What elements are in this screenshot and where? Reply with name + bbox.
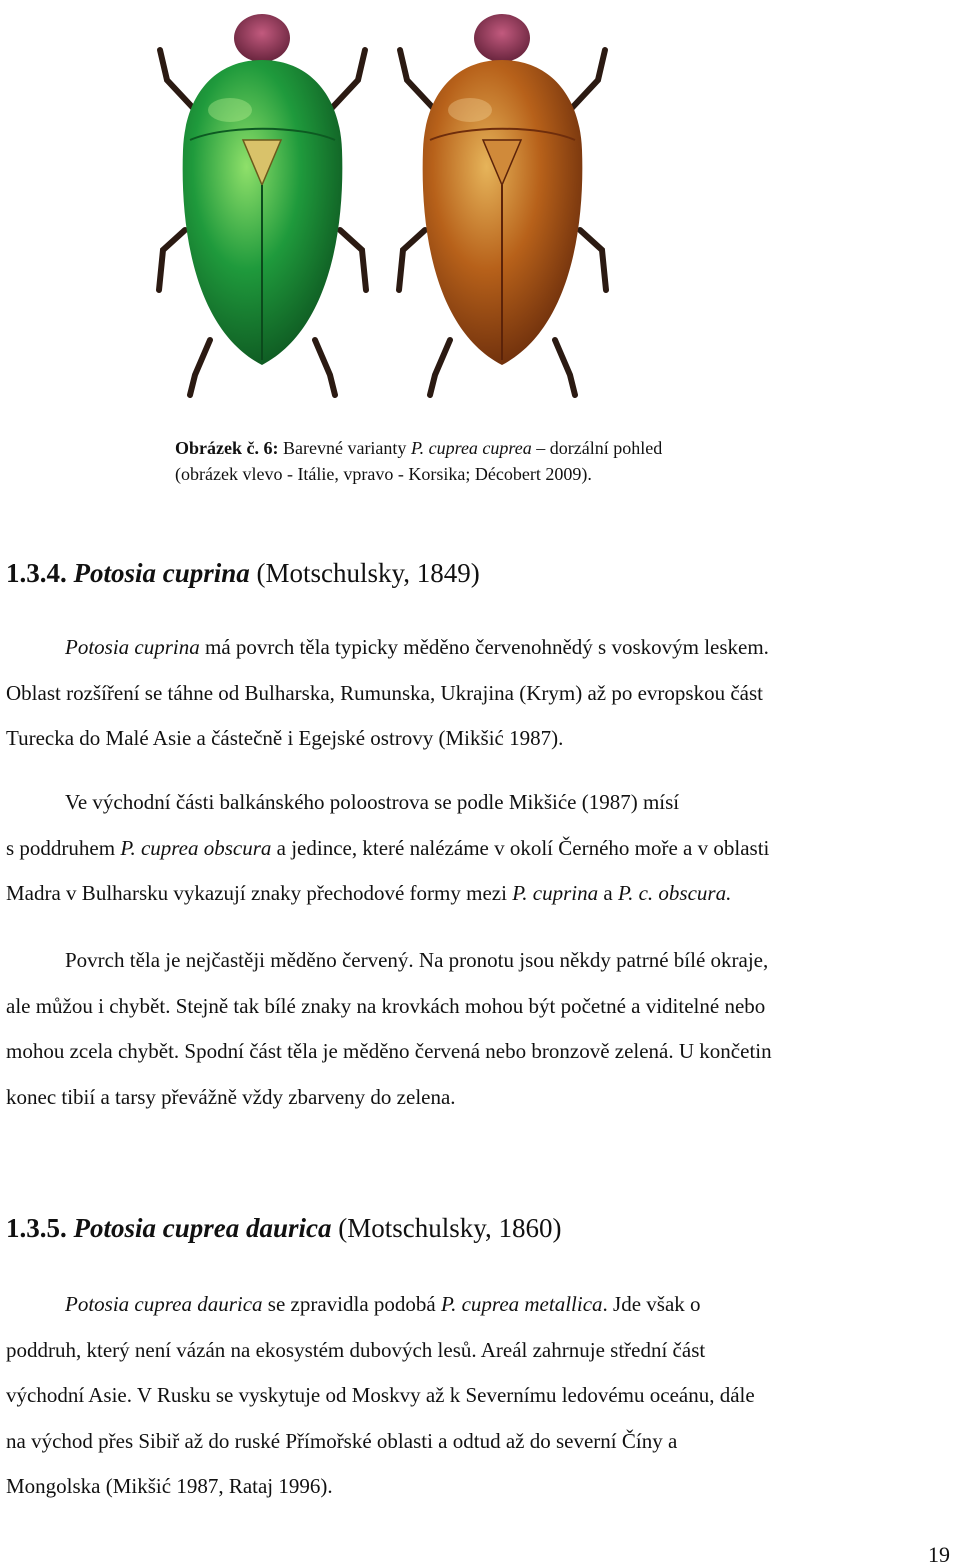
taxon-name: P. cuprina: [512, 881, 599, 905]
section-heading-1-3-4: [6, 558, 480, 589]
paragraph-daurica: [6, 1282, 954, 1510]
page-number: 19: [928, 1542, 950, 1567]
text-line: mohou zcela chybět. Spodní část těla je měděno červená nebo bronzově zelená. U končetin: [6, 1039, 772, 1063]
beetle-copper-image: [395, 0, 610, 400]
section-number: 1.3.5.: [6, 1213, 67, 1243]
caption-text: Barevné varianty: [278, 438, 411, 458]
section-heading-1-3-5: [6, 1213, 562, 1244]
text-run: Madra v Bulharsku vykazují znaky přechodové formy mezi: [6, 881, 513, 905]
text-line: Povrch těla je nejčastěji měděno červený. Na pronotu jsou někdy patrné bílé okraje,: [65, 948, 769, 972]
text-run: a jedince, které nalézáme v okolí Černého moře a v oblasti: [271, 835, 770, 860]
text-line: [6, 1282, 954, 1328]
text-run: a: [598, 881, 618, 905]
text-line: [6, 871, 954, 917]
text-line: ale můžou i chybět. Stejně tak bílé znaky na krovkách mohou být početné a viditelné nebo: [6, 993, 766, 1018]
text-line: konec tibií a tarsy převážně vždy zbarveny do zelena.: [6, 1084, 456, 1109]
text-run: má povrch těla typicky měděno červenohnědý s voskovým leskem.: [199, 635, 769, 659]
section-authority: (Motschulsky, 1860): [331, 1213, 562, 1243]
section-authority: (Motschulsky, 1849): [249, 558, 480, 588]
text-line: Oblast rozšíření se táhne od Bulharska, Rumunska, Ukrajina (Krym) až po evropskou část: [6, 680, 763, 705]
text-line: poddruh, který není vázán na ekosystém dubových lesů. Areál zahrnuje střední část: [6, 1337, 706, 1362]
beetle-figure: [150, 0, 620, 420]
caption-line-1: [175, 435, 825, 461]
taxon-name: Potosia cuprina: [65, 635, 200, 659]
section-taxon: Potosia cuprina: [73, 558, 250, 588]
caption-label: Obrázek č. 6:: [175, 438, 279, 458]
caption-taxon: P. cuprea cuprea: [410, 438, 532, 458]
text-line: Ve východní části balkánského poloostrova se podle Mikšiće (1987) mísí: [65, 790, 680, 814]
caption-text-end: – dorzální pohled: [531, 438, 663, 458]
caption-line-2: (obrázek vlevo - Itálie, vpravo - Korsika; Décobert 2009).: [175, 464, 592, 484]
text-line: [6, 826, 954, 872]
taxon-name: P. cuprea metallica: [440, 1292, 603, 1316]
text-run: . Jde však o: [602, 1292, 701, 1316]
paragraph-cuprina-color: [6, 625, 954, 762]
text-line: na východ přes Sibiř až do ruské Přímořské oblasti a odtud až do severní Číny a: [6, 1428, 678, 1453]
taxon-name: P. cuprea obscura: [120, 835, 272, 860]
text-line: východní Asie. V Rusku se vyskytuje od Moskvy až k Severnímu ledovému oceánu, dále: [6, 1383, 755, 1407]
text-run: s poddruhem: [6, 835, 121, 860]
section-taxon: Potosia cuprea daurica: [73, 1213, 332, 1243]
figure-caption: [175, 435, 825, 487]
taxon-name: Potosia cuprea daurica: [65, 1292, 263, 1316]
text-line: [6, 625, 954, 671]
paragraph-cuprina-surface: [6, 938, 954, 1120]
taxon-name: P. c. obscura.: [617, 881, 732, 905]
paragraph-cuprina-balkan: [6, 780, 954, 917]
section-number: 1.3.4.: [6, 558, 67, 588]
text-line: Turecka do Malé Asie a částečně i Egejské ostrovy (Mikšić 1987).: [6, 726, 564, 750]
text-run: se zpravidla podobá: [262, 1292, 441, 1316]
beetle-green-image: [155, 0, 370, 400]
text-line: Mongolska (Mikšić 1987, Rataj 1996).: [6, 1474, 333, 1498]
